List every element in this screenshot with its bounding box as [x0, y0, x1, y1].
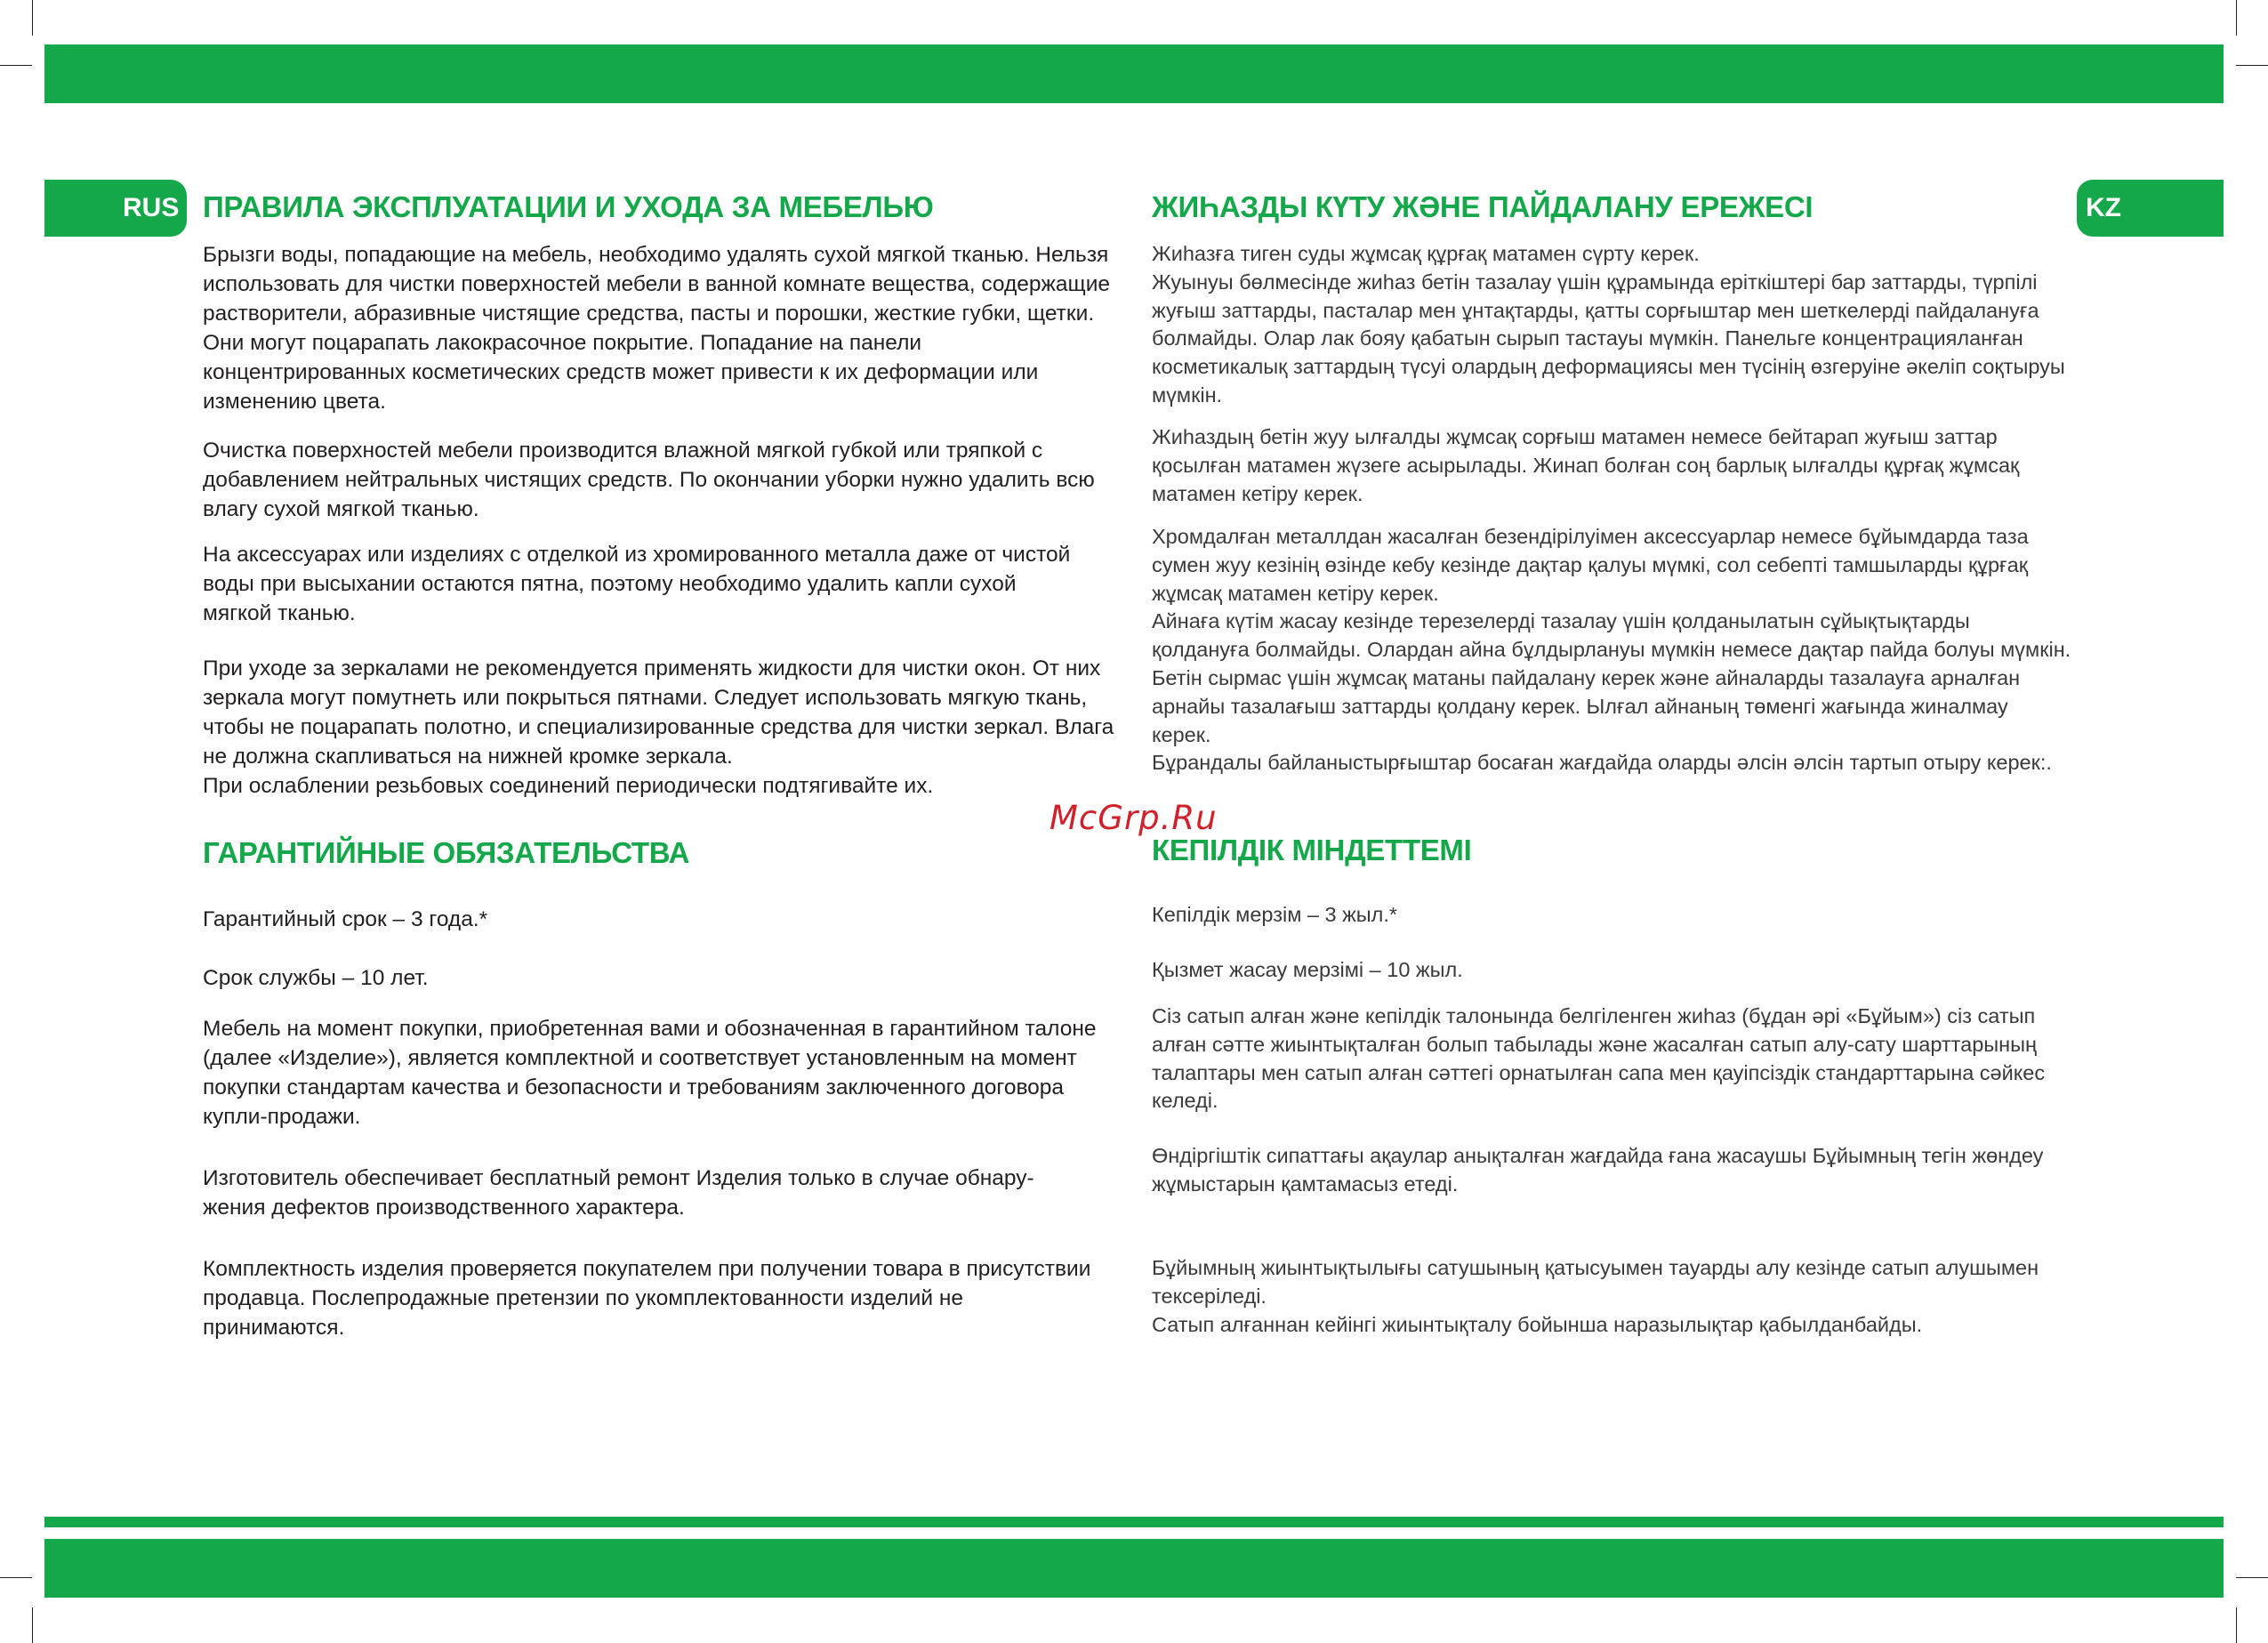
language-tab-rus: RUS	[44, 180, 187, 237]
kz-care-paragraph: Хромдалған металлдан жасалған безендірілуімен аксессуарлар немесе бұйымдарда таза сумен жуу кезінің өзінде кебу кезінде дақтар қалуы мүмкі, сол себепті тамшыларды құрғақ жұмсақ матамен кетіру керек. Айнаға күтім жасау кезінде терезелерді тазалау үшін қолданылатын сұйықтықтарды қолдануға болмайды. Олардан айна бұлдырлануы мүмкін немесе дақтар пайда болуы мүмкін. Бетін сырмас үшін жұмсақ матаны пайдалану керек және айналарды тазалауға арналған арнайы тазалағыш заттарды қолдану керек. Ылғал айнаның төменгі жағында жиналмау керек. Бұрандалы байланыстырғыштар босаған жағдайда оларды әлсін әлсін тартып отыру керек:.	[1152, 525, 2071, 775]
crop-mark	[32, 1607, 33, 1643]
rus-warranty-paragraph: Гарантийный срок – 3 года.*	[203, 907, 488, 931]
rus-warranty-paragraph: Комплектность изделия проверяется покупателем при получении товара в присутствии продавца. Послепродажные претензии по укомплектованности изделий не принимаются.	[203, 1257, 1091, 1340]
rus-warranty-paragraph: Мебель на момент покупки, приобретенная вами и обозначенная в гарантийном талоне (далее «Изделие»), является комплектной и соответствует установленным на момент покупки стандартам качества и безопасности и требованиям заключенного договора купли-продажи.	[203, 1017, 1097, 1129]
crop-mark	[2236, 1577, 2268, 1578]
top-green-band	[44, 44, 2224, 103]
kz-care-heading: ЖИҺАЗДЫ КҮТУ ЖӘНЕ ПАЙДАЛАНУ ЕРЕЖЕСІ	[1152, 190, 1814, 223]
crop-mark	[32, 0, 33, 36]
bottom-green-band	[44, 1539, 2224, 1598]
watermark-text: McGrp.Ru	[1050, 799, 1218, 837]
rus-warranty-paragraph: Срок службы – 10 лет.	[203, 966, 429, 990]
language-tab-kz: KZ	[2077, 180, 2224, 237]
crop-mark	[2236, 65, 2268, 66]
kz-care-paragraph: Жиһазға тиген суды жұмсақ құрғақ матамен сүрту керек. Жуынуы бөлмесінде жиһаз бетін тазалау үшін құрамында еріткіштері бар заттарды, түрпілі жуғыш заттарды, пасталар мен ұнтақтарды, қатты сорғыштар мен шеткелерді пайдалануға болмайды. Олар лак бояу қабатын сырып тастауы мүмкін. Панельге концентрацияланған косметикалық заттардың түсуі олардың деформациясы мен түсінің өзгеруіне әкеліп соқтыруы мүмкін.	[1152, 242, 2065, 407]
bottom-thin-green-line	[44, 1517, 2224, 1527]
kz-warranty-paragraph: Бұйымның жиынтықтылығы сатушының қатысуымен тауарды алу кезінде сатып алушымен тексеріледі. Сатып алғаннан кейінгі жиынтықталу бойынша наразылықтар қабылданбайды.	[1152, 1256, 2039, 1336]
rus-care-paragraph: На аксессуарах или изделиях с отделкой из хромированного металла даже от чистой воды при высыхании остаются пятна, поэтому необходимо удалить капли сухой мягкой тканью.	[203, 543, 1071, 625]
rus-warranty-paragraph: Изготовитель обеспечивает бесплатный ремонт Изделия только в случае обнару- жения дефектов производственного характера.	[203, 1166, 1034, 1220]
kz-warranty-paragraph: Қызмет жасау мерзімі – 10 жыл.	[1152, 958, 1463, 981]
crop-mark	[0, 1577, 32, 1578]
rus-warranty-heading: ГАРАНТИЙНЫЕ ОБЯЗАТЕЛЬСТВА	[203, 836, 690, 869]
kz-warranty-paragraph: Сіз сатып алған және кепілдік талонында белгіленген жиһаз (бұдан әрі «Бұйым») сіз сатып алған сәтте жиынтықталған болып табылады және жасалған сатып алу-сату шарттарының талаптары мен сатып алған сәттегі орнатылған сапа мен қауіпсіздік стандарттарына сәйкес келеді.	[1152, 1004, 2046, 1113]
crop-mark	[0, 65, 32, 66]
kz-care-paragraph: Жиһаздың бетін жуу ылғалды жұмсақ сорғыш матамен немесе бейтарап жуғыш заттар қосылған матамен жүзеге асырылады. Жинап болған соң барлық ылғалды құрғақ жұмсақ матамен кетіру керек.	[1152, 425, 2020, 505]
rus-care-paragraph: Очистка поверхностей мебели производится влажной мягкой губкой или тряпкой с добавлением нейтральных чистящих средств. По окончании уборки нужно удалить всю влагу сухой мягкой тканью.	[203, 439, 1095, 521]
rus-care-paragraph: При уходе за зеркалами не рекомендуется применять жидкости для чистки окон. От них зеркала могут помутнеть или покрыться пятнами. Следует использовать мягкую ткань, чтобы не поцарапать полотно, и специализированные средства для чистки зеркал. Влага не должна скапливаться на нижней кромке зеркала. При ослаблении резьбовых соединений периодически подтягивайте их.	[203, 656, 1114, 798]
kz-warranty-paragraph: Кепілдік мерзім – 3 жыл.*	[1152, 903, 1398, 926]
kz-warranty-paragraph: Өндіргіштік сипаттағы ақаулар анықталған жағдайда ғана жасаушы Бұйымның тегін жөндеу жұмыстарын қамтамасыз етеді.	[1152, 1144, 2044, 1196]
crop-mark	[2236, 0, 2237, 36]
rus-care-paragraph: Брызги воды, попадающие на мебель, необходимо удалять сухой мягкой тканью. Нельзя использовать для чистки поверхностей мебели в ванной комнате вещества, содержащие растворители, абразивные чистящие средства, пасты и порошки, жесткие губки, щетки. Они могут поцарапать лакокрасочное покрытие. Попадание на панели концентрированных косметических средств может привести к их деформации или изменению цвета.	[203, 243, 1111, 414]
rus-care-heading: ПРАВИЛА ЭКСПЛУАТАЦИИ И УХОДА ЗА МЕБЕЛЬЮ	[203, 190, 934, 223]
kz-warranty-heading: КЕПІЛДІК МІНДЕТТЕМІ	[1152, 834, 1472, 866]
crop-mark	[2236, 1607, 2237, 1643]
